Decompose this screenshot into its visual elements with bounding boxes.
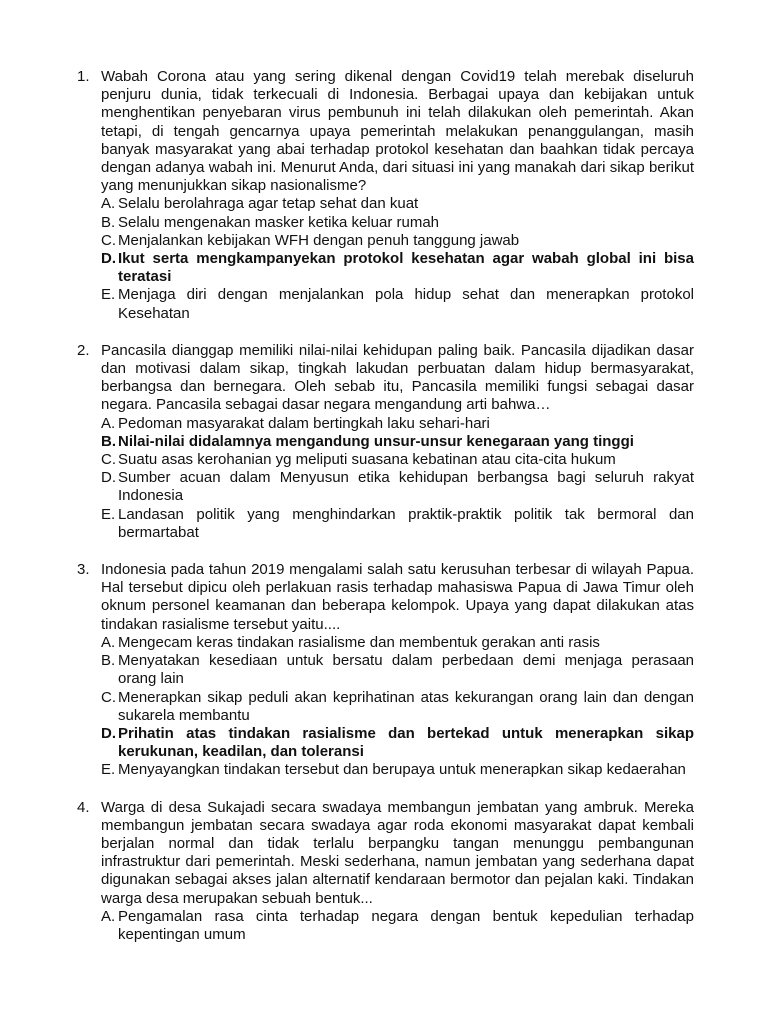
answer-options [101, 908, 694, 944]
option-letter: A. [101, 907, 116, 925]
option-text: Mengecam keras tindakan rasialisme dan membentuk gerakan anti rasis [118, 633, 600, 651]
option-text: Landasan politik yang menghindarkan praktik-praktik politik tak bermoral dan bermartabat [118, 505, 694, 541]
option-letter: B. [101, 213, 116, 231]
option-b [101, 652, 694, 688]
option-b-correct [101, 433, 694, 451]
option-a [101, 908, 694, 944]
question-number: 2. [77, 341, 90, 359]
option-text: Pedoman masyarakat dalam bertingkah laku sehari-hari [118, 414, 490, 432]
option-e [101, 506, 694, 542]
option-text: Menyatakan kesediaan untuk bersatu dalam perbedaan demi menjaga perasaan orang lain [118, 652, 694, 688]
option-text: Suatu asas kerohanian yg meliputi suasana kebatinan atau cita-cita hukum [118, 451, 616, 469]
option-d [101, 469, 694, 505]
option-text: Menyayangkan tindakan tersebut dan berupaya untuk menerapkan sikap kedaerahan [118, 761, 686, 779]
option-e [101, 286, 694, 322]
option-c [101, 689, 694, 725]
question-2 [77, 342, 694, 542]
question-3 [77, 561, 694, 779]
question-number: 4. [77, 798, 90, 816]
option-letter: C. [101, 688, 116, 706]
option-c [101, 232, 694, 250]
question-4 [77, 799, 694, 945]
option-d-correct [101, 250, 694, 286]
option-letter: C. [101, 231, 116, 249]
option-letter: A. [101, 414, 116, 432]
option-c [101, 451, 694, 469]
option-text: Pengamalan rasa cinta terhadap negara dengan bentuk kepedulian terhadap kepentingan umum [118, 907, 694, 943]
option-letter: D. [101, 724, 116, 742]
answer-options [101, 634, 694, 780]
question-1 [77, 68, 694, 323]
option-a [101, 195, 694, 213]
option-text: Prihatin atas tindakan rasialisme dan bertekad untuk menerapkan sikap kerukunan, keadilan, dan toleransi [118, 724, 694, 761]
option-letter: E. [101, 505, 116, 523]
option-text: Menerapkan sikap peduli akan keprihatinan atas kekurangan orang lain dan dengan sukarela membantu [118, 688, 694, 724]
option-d-correct [101, 725, 694, 761]
option-letter: B. [101, 652, 116, 670]
option-text: Ikut serta mengkampanyekan protokol kesehatan agar wabah global ini bisa teratasi [118, 250, 694, 286]
option-letter: D. [101, 469, 116, 487]
option-e [101, 761, 694, 779]
option-letter: E. [101, 286, 116, 304]
option-letter: C. [101, 451, 116, 469]
option-text: Selalu berolahraga agar tetap sehat dan kuat [118, 195, 419, 213]
question-text: Pancasila dianggap memiliki nilai-nilai kehidupan paling baik. Pancasila dijadikan dasar dan motivasi dalam sikap, tingkah lakudan perbuatan dalam hidup bermasyarakat, berbangsa dan bernegara. Oleh sebab itu, Pancasila memiliki fungsi sebagai dasar negara. Pancasila sebagai dasar negara mengandung arti bahwa… [101, 341, 694, 414]
option-a [101, 634, 694, 652]
question-number: 3. [77, 561, 90, 579]
question-number: 1. [77, 68, 90, 85]
option-letter: E. [101, 761, 116, 779]
question-text: Indonesia pada tahun 2019 mengalami salah satu kerusuhan terbesar di wilayah Papua. Hal tersebut dipicu oleh perlakuan rasis terhadap mahasiswa Papua di Jawa Timur oleh oknum personel keamanan dan beberapa kelompok. Upaya yang dapat dilakukan atas tindakan rasialisme tersebut yaitu.... [101, 561, 694, 633]
option-letter: D. [101, 250, 116, 268]
option-text: Selalu mengenakan masker ketika keluar rumah [118, 213, 439, 231]
option-text: Nilai-nilai didalamnya mengandung unsur-unsur kenegaraan yang tinggi [118, 432, 634, 450]
question-text: Wabah Corona atau yang sering dikenal dengan Covid19 telah merebak diseluruh penjuru dunia, tidak terkecuali di Indonesia. Berbagai upaya dan kebijakan untuk menghentikan penyebaran virus pembunuh ini telah dilakukan oleh pemerintah. Akan tetapi, di tengah gencarnya upaya pemerintah melakukan penanggulangan, masih banyak masyarakat yang abai terhadap protokol kesehatan dan baahkan tidak percaya dengan adanya wabah ini. Menurut Anda, dari situasi ini yang manakah dari sikap berikut yang menunjukkan sikap nasionalisme? [101, 68, 694, 195]
answer-options [101, 195, 694, 322]
option-text: Menjaga diri dengan menjalankan pola hidup sehat dan menerapkan protokol Kesehatan [118, 286, 694, 322]
option-a [101, 415, 694, 433]
answer-options [101, 415, 694, 542]
option-b [101, 214, 694, 232]
option-text: Menjalankan kebijakan WFH dengan penuh tanggung jawab [118, 231, 520, 249]
option-letter: B. [101, 432, 116, 450]
option-letter: A. [101, 195, 116, 213]
option-letter: A. [101, 633, 116, 651]
option-text: Sumber acuan dalam Menyusun etika kehidupan berbangsa bagi seluruh rakyat Indonesia [118, 469, 694, 505]
question-text: Warga di desa Sukajadi secara swadaya membangun jembatan yang ambruk. Mereka membangun jembatan secara swadaya agar roda ekonomi masyarakat dapat kembali berjalan normal dan tidak terlalu berpangku tangan menunggu pembangunan infrastruktur dari pemerintah. Meski sederhana, namun jembatan yang sederhana dapat digunakan sebagai akses jalan alternatif kendaraan bermotor dan pejalan kaki. Tindakan warga desa merupakan sebuah bentuk... [101, 798, 694, 907]
